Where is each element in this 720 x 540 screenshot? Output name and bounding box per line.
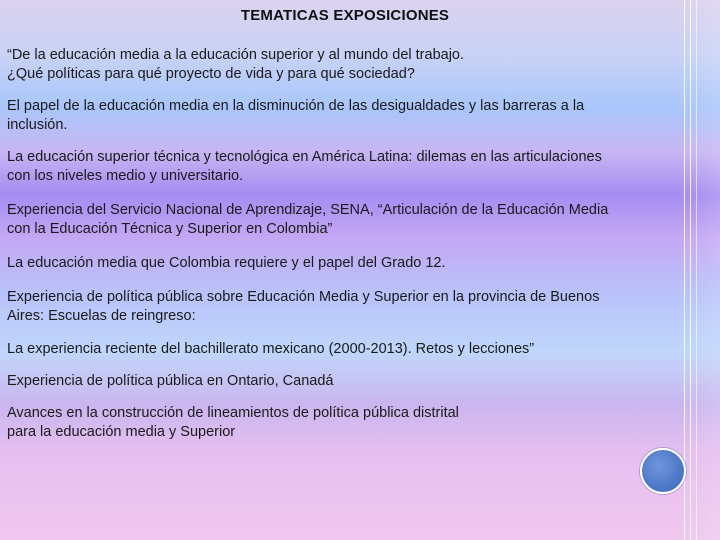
decorative-circle — [640, 448, 686, 494]
topic-line: La educación media que Colombia requiere y el papel del Grado 12. — [7, 255, 446, 271]
topic-paragraph — [7, 288, 683, 326]
frame-divider — [690, 0, 691, 540]
frame-divider — [684, 0, 685, 540]
topic-line: con la Educación Técnica y Superior en Colombia” — [7, 221, 333, 237]
topic-line: Avances en la construcción de lineamientos de política pública distrital — [7, 405, 459, 421]
topic-line: ¿Qué políticas para qué proyecto de vida y para qué sociedad? — [7, 66, 415, 82]
topic-line: Experiencia de política pública sobre Educación Media y Superior en la provincia de Buenos — [7, 289, 600, 305]
topic-paragraph — [7, 372, 683, 391]
frame-divider — [696, 0, 697, 540]
topic-line: Experiencia del Servicio Nacional de Aprendizaje, SENA, “Articulación de la Educación Media — [7, 202, 609, 218]
topic-line: para la educación media y Superior — [7, 424, 236, 440]
topic-paragraph — [7, 254, 683, 273]
topic-paragraph — [7, 340, 683, 359]
topic-line: “De la educación media a la educación superior y al mundo del trabajo. — [7, 47, 465, 63]
topic-line: inclusión. — [7, 117, 68, 133]
topic-line: La educación superior técnica y tecnológica en América Latina: dilemas en las articulaciones — [7, 149, 602, 165]
topic-line: La experiencia reciente del bachillerato mexicano (2000-2013). Retos y lecciones” — [7, 341, 535, 357]
topic-paragraph — [7, 97, 683, 135]
topic-paragraph — [7, 148, 683, 186]
topic-line: con los niveles medio y universitario. — [7, 168, 244, 184]
topic-paragraph — [7, 201, 683, 239]
slide-title: TEMATICAS EXPOSICIONES — [240, 7, 450, 24]
topic-line: Experiencia de política pública en Ontario, Canadá — [7, 373, 334, 389]
topics-list — [7, 46, 683, 454]
topic-paragraph — [7, 46, 683, 84]
topic-line: Aires: Escuelas de reingreso: — [7, 308, 196, 324]
topic-paragraph — [7, 404, 683, 442]
topic-line: El papel de la educación media en la disminución de las desigualdades y las barreras a la — [7, 98, 585, 114]
